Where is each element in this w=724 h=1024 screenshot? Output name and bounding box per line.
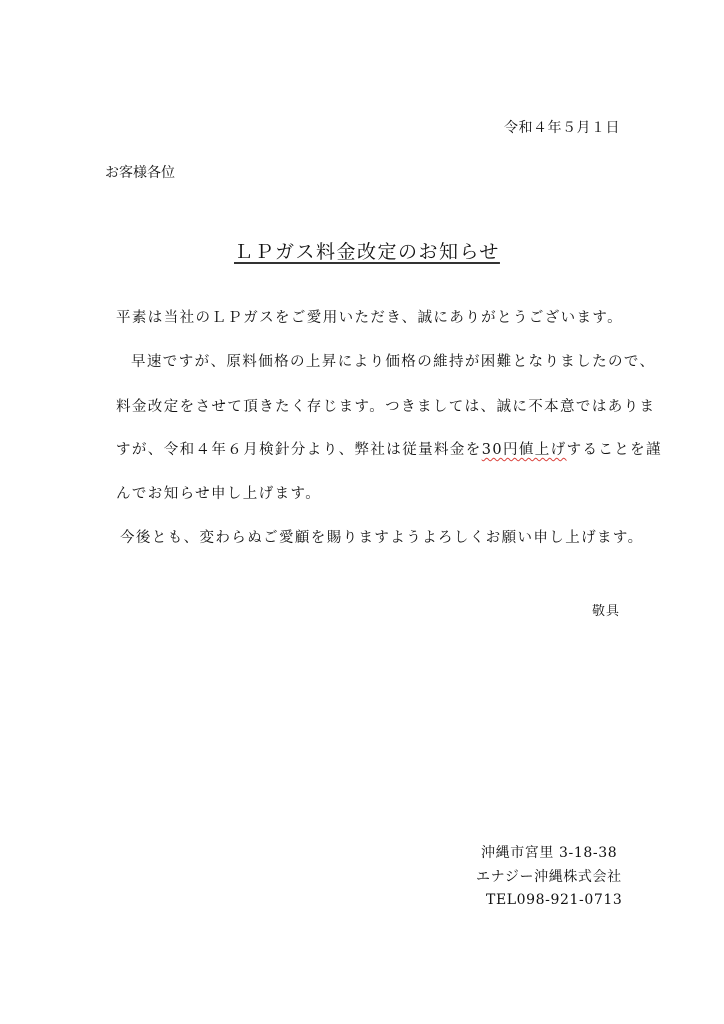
body-line-6: 今後とも、変わらぬご愛顧を賜りますようよろしくお願い申し上げます。 — [120, 530, 644, 546]
recipient-salutation: お客様各位 — [105, 165, 175, 181]
closing-remark: 敬具 — [591, 604, 620, 619]
body-line-2: 早速ですが、原料価格の上昇により価格の維持が困難となりましたので、 — [131, 354, 656, 370]
body-line-4-end: することを謹 — [566, 442, 662, 458]
document-title: ＬＰガス料金改定のお知らせ — [234, 241, 500, 263]
company-phone: TEL098-921-0713 — [486, 892, 623, 908]
body-line-4 — [116, 443, 662, 458]
body-line-3: 料金改定をさせて頂きたく存じます。つきましては、誠に不本意ではありま — [116, 399, 656, 415]
company-name: エナジー沖縄株式会社 — [476, 869, 622, 885]
price-increase-highlight: 30円値上げ — [481, 442, 567, 458]
body-line-4-start: すが、令和４年６月検針分より、弊社は従量料金を — [116, 442, 482, 458]
body-line-5: んでお知らせ申し上げます。 — [116, 486, 322, 502]
body-line-1: 平素は当社のＬＰガスをご愛用いただき、誠にありがとうございます。 — [116, 310, 624, 326]
company-address: 沖縄市宮里 3-18-38 — [481, 845, 618, 861]
document-date: 令和４年５月１日 — [504, 120, 620, 136]
